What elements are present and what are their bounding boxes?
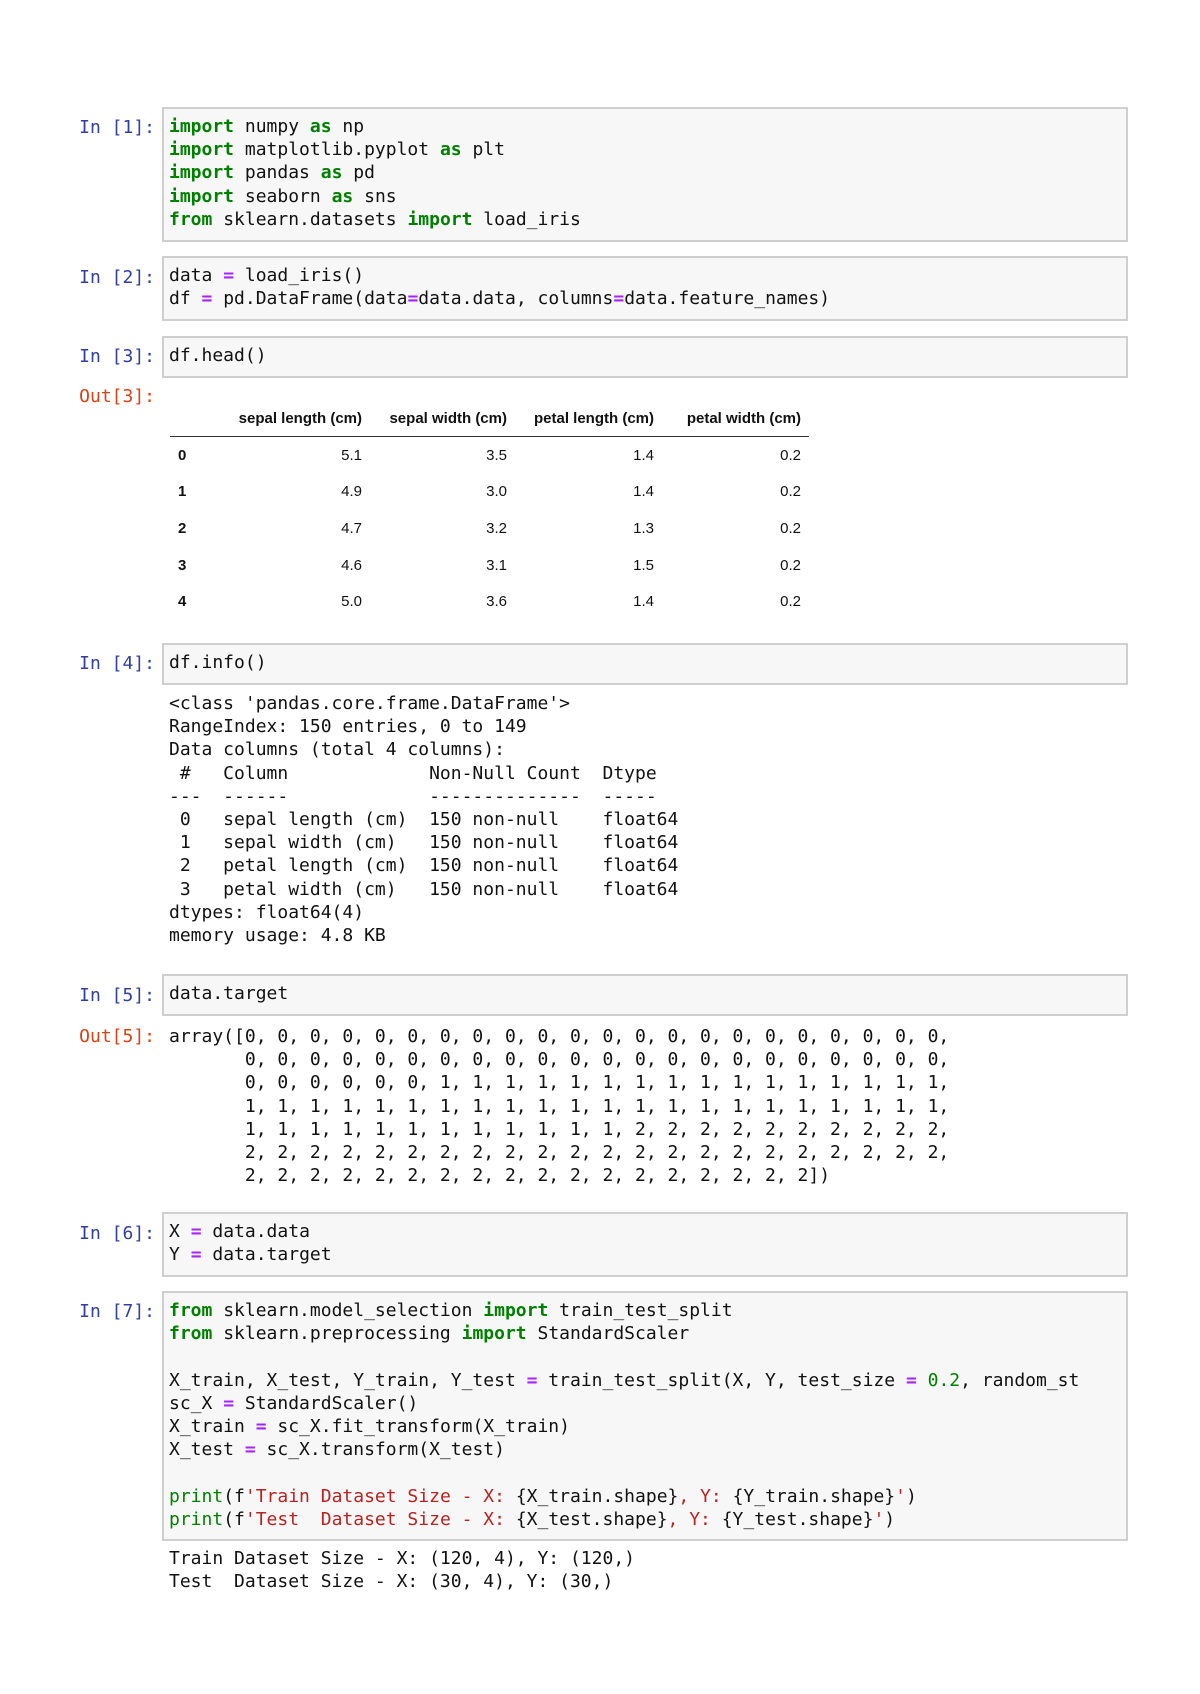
table-cell: 1.4 xyxy=(633,446,654,464)
input-prompt: In [7]: xyxy=(79,1301,155,1322)
row-index: 3 xyxy=(178,556,187,574)
code-token: seaborn xyxy=(234,185,332,207)
dataframe-table xyxy=(170,400,809,620)
row-index: 2 xyxy=(178,519,187,537)
code-token: sklearn.datasets xyxy=(212,208,408,230)
table-cell: 3.6 xyxy=(486,593,507,611)
table-row xyxy=(170,583,809,620)
code-token: train_test_split xyxy=(548,1300,733,1321)
code-token: , random_st xyxy=(960,1369,1080,1391)
code-token: import xyxy=(461,1323,527,1345)
table-row xyxy=(170,474,809,511)
code-token: = xyxy=(223,1392,235,1414)
row-index: 4 xyxy=(178,593,187,611)
code-token: {Y_train.shape} xyxy=(732,1485,896,1507)
input-prompt: In [5]: xyxy=(79,985,155,1006)
code-token: df.info() xyxy=(169,652,267,673)
code-input-cell[interactable] xyxy=(162,643,1128,685)
code-token: = xyxy=(244,1439,256,1461)
code-token: data.data xyxy=(201,1221,310,1242)
code-token: train_test_split(X, Y, test_size xyxy=(537,1369,906,1391)
input-prompt: In [2]: xyxy=(79,267,155,288)
code-input-cell[interactable] xyxy=(162,256,1128,321)
input-prompt: In [4]: xyxy=(79,653,155,674)
code-editor[interactable] xyxy=(169,1220,1121,1266)
code-token: ) xyxy=(884,1508,896,1530)
code-token: import xyxy=(169,162,235,184)
code-token: load_iris() xyxy=(234,265,365,286)
code-token: as xyxy=(439,139,462,161)
table-cell: 4.9 xyxy=(341,483,362,501)
row-index: 0 xyxy=(178,446,187,464)
code-token: sc_X.transform(X_test) xyxy=(255,1439,505,1461)
code-token: {Y_test.shape} xyxy=(721,1508,874,1530)
code-token: X_test xyxy=(169,1439,245,1461)
code-token: pd.DataFrame(data xyxy=(212,288,408,310)
code-token: ' xyxy=(873,1508,885,1530)
code-token: Y xyxy=(169,1244,191,1266)
code-token: sns xyxy=(353,185,397,207)
code-token: = xyxy=(905,1369,917,1391)
code-token: = xyxy=(255,1416,267,1438)
table-row xyxy=(170,437,809,474)
output-prompt: Out[3]: xyxy=(79,386,155,407)
code-token: sklearn.preprocessing xyxy=(212,1323,462,1345)
code-token: np xyxy=(331,116,365,137)
table-cell: 3.0 xyxy=(486,483,507,501)
code-token: StandardScaler xyxy=(526,1323,690,1345)
code-editor[interactable] xyxy=(169,264,1121,310)
table-row xyxy=(170,510,809,547)
code-token: X_train, X_test, Y_train, Y_test xyxy=(169,1369,527,1391)
code-token: = xyxy=(190,1221,202,1242)
column-header: petal width (cm) xyxy=(662,400,809,437)
code-token: , Y: xyxy=(678,1485,733,1507)
column-header: sepal width (cm) xyxy=(370,400,515,437)
code-token: sc_X.fit_transform(X_train) xyxy=(266,1416,570,1438)
code-token: data.feature_names) xyxy=(624,288,831,310)
code-token: as xyxy=(320,162,343,184)
array-output: array([0, 0, 0, 0, 0, 0, 0, 0, 0, 0, 0, 0, 0, 0, 0, 0, 0, 0, 0, 0, 0, 0, 0, 0, 0, 0, 0, 0, 0, 0, 0, 0, 0, 0, 0, 0, 0, 0, 0, 0, 0, 0, 0, 0, 0, 0, 0, 0, 0, 0, 1, 1, 1, 1, 1, 1, 1, 1, 1, 1, 1, 1, 1, 1, 1, 1, 1, 1, 1, 1, 1, 1, 1, 1, 1, 1, 1, 1, 1, 1, 1, 1, 1, 1, 1, 1, 1, 1, 1, 1, 1, 1, 1, 1, 1, 1, 1, 1, 1, 1, 2, 2, 2, 2, 2, 2, 2, 2, 2, 2, 2, 2, 2, 2, 2, 2, 2, 2, 2, 2, 2, 2, 2, 2, 2, 2, 2, 2, 2, 2, 2, 2, 2, 2, 2, 2, 2, 2, 2, 2, 2, 2, 2, 2, 2, 2, 2, 2, 2, 2]) xyxy=(169,1026,950,1187)
code-editor[interactable] xyxy=(169,982,1121,1005)
index-header xyxy=(170,400,204,437)
code-token: pd xyxy=(342,162,375,184)
code-input-cell[interactable] xyxy=(162,107,1128,242)
table-cell: 5.1 xyxy=(341,446,362,464)
code-token: , Y: xyxy=(667,1508,722,1530)
code-token: data.data, columns xyxy=(418,288,614,310)
code-token: data xyxy=(169,265,224,286)
code-token: {X_test.shape} xyxy=(515,1508,668,1530)
table-cell: 0.2 xyxy=(780,446,801,464)
code-token: X_train xyxy=(169,1416,256,1438)
table-header-row xyxy=(170,400,809,437)
table-cell: 3.1 xyxy=(486,556,507,574)
code-editor[interactable] xyxy=(169,1299,1121,1531)
code-token: = xyxy=(190,1244,202,1266)
code-editor[interactable] xyxy=(169,344,1121,367)
table-cell: 4.7 xyxy=(341,519,362,537)
code-token: print xyxy=(169,1508,224,1530)
table-cell: 1.5 xyxy=(633,556,654,574)
code-token: = xyxy=(526,1369,538,1391)
code-token: ' xyxy=(895,1485,906,1507)
code-token: matplotlib.pyplot xyxy=(234,139,440,161)
code-token: sc_X xyxy=(169,1392,224,1414)
code-token: = xyxy=(201,288,213,310)
table-cell: 1.3 xyxy=(633,519,654,537)
table-row xyxy=(170,547,809,584)
code-token: sklearn.model_selection xyxy=(212,1300,484,1321)
code-input-cell[interactable] xyxy=(162,974,1128,1016)
code-token: (f xyxy=(223,1485,245,1507)
table-cell: 3.2 xyxy=(486,519,507,537)
code-token: 'Train Dataset Size - X: xyxy=(244,1485,516,1507)
code-token: 0.2 xyxy=(927,1369,961,1391)
table-cell: 0.2 xyxy=(780,556,801,574)
code-token: numpy xyxy=(234,116,310,137)
code-token: import xyxy=(169,185,235,207)
code-token xyxy=(917,1370,928,1391)
input-prompt: In [6]: xyxy=(79,1223,155,1244)
table-cell: 1.4 xyxy=(633,593,654,611)
print-output: Train Dataset Size - X: (120, 4), Y: (120,) Test Dataset Size - X: (30, 4), Y: (30,) xyxy=(169,1548,635,1593)
table-cell: 5.0 xyxy=(341,593,362,611)
code-token: StandardScaler() xyxy=(234,1392,419,1414)
code-token: df.head() xyxy=(169,345,267,366)
code-input-cell[interactable] xyxy=(162,1212,1128,1277)
code-token: (f xyxy=(223,1508,245,1530)
input-prompt: In [1]: xyxy=(79,117,155,138)
code-token: as xyxy=(309,116,332,137)
code-token: import xyxy=(169,116,235,137)
code-token: import xyxy=(169,139,235,161)
table-cell: 4.6 xyxy=(341,556,362,574)
code-token: X xyxy=(169,1221,191,1242)
code-editor[interactable] xyxy=(169,115,1121,231)
code-token: 'Test Dataset Size - X: xyxy=(244,1508,516,1530)
column-header: petal length (cm) xyxy=(515,400,662,437)
row-index: 1 xyxy=(178,483,187,501)
code-token: load_iris xyxy=(472,208,581,230)
table-cell: 0.2 xyxy=(780,483,801,501)
code-token: data.target xyxy=(201,1244,332,1266)
code-token: print xyxy=(169,1485,224,1507)
code-token: ) xyxy=(905,1485,917,1507)
code-token: = xyxy=(407,288,419,310)
code-token: from xyxy=(169,208,213,230)
code-token: from xyxy=(169,1300,213,1321)
code-token: = xyxy=(223,265,235,286)
code-token: = xyxy=(613,288,625,310)
code-input-cell[interactable] xyxy=(162,336,1128,378)
input-prompt: In [3]: xyxy=(79,346,155,367)
table-cell: 0.2 xyxy=(780,593,801,611)
code-token: as xyxy=(331,185,354,207)
code-token: plt xyxy=(461,139,505,161)
code-token: import xyxy=(483,1300,549,1321)
info-output: <class 'pandas.core.frame.DataFrame'> RangeIndex: 150 entries, 0 to 149 Data columns (total 4 columns): # Column Non-Null Count Dtype --- ------ -------------- ----- 0 sepal length (cm) 150 non-null float64 1 sepal width (cm) 150 non-null float64 2 petal length (cm) 150 non-null float64 3 petal width (cm) 150 non-null float64 dtypes: float64(4) memory usage: 4.8 KB xyxy=(169,693,679,947)
code-token: data.target xyxy=(169,983,289,1004)
table-cell: 0.2 xyxy=(780,519,801,537)
table-cell: 1.4 xyxy=(633,483,654,501)
code-token: {X_train.shape} xyxy=(515,1485,679,1507)
output-prompt: Out[5]: xyxy=(79,1026,155,1047)
code-editor[interactable] xyxy=(169,651,1121,674)
code-token: pandas xyxy=(234,162,321,184)
code-token: from xyxy=(169,1323,213,1345)
code-token: import xyxy=(407,208,473,230)
code-token: df xyxy=(169,288,202,310)
table-cell: 3.5 xyxy=(486,446,507,464)
code-input-cell[interactable] xyxy=(162,1291,1128,1541)
column-header: sepal length (cm) xyxy=(204,400,370,437)
